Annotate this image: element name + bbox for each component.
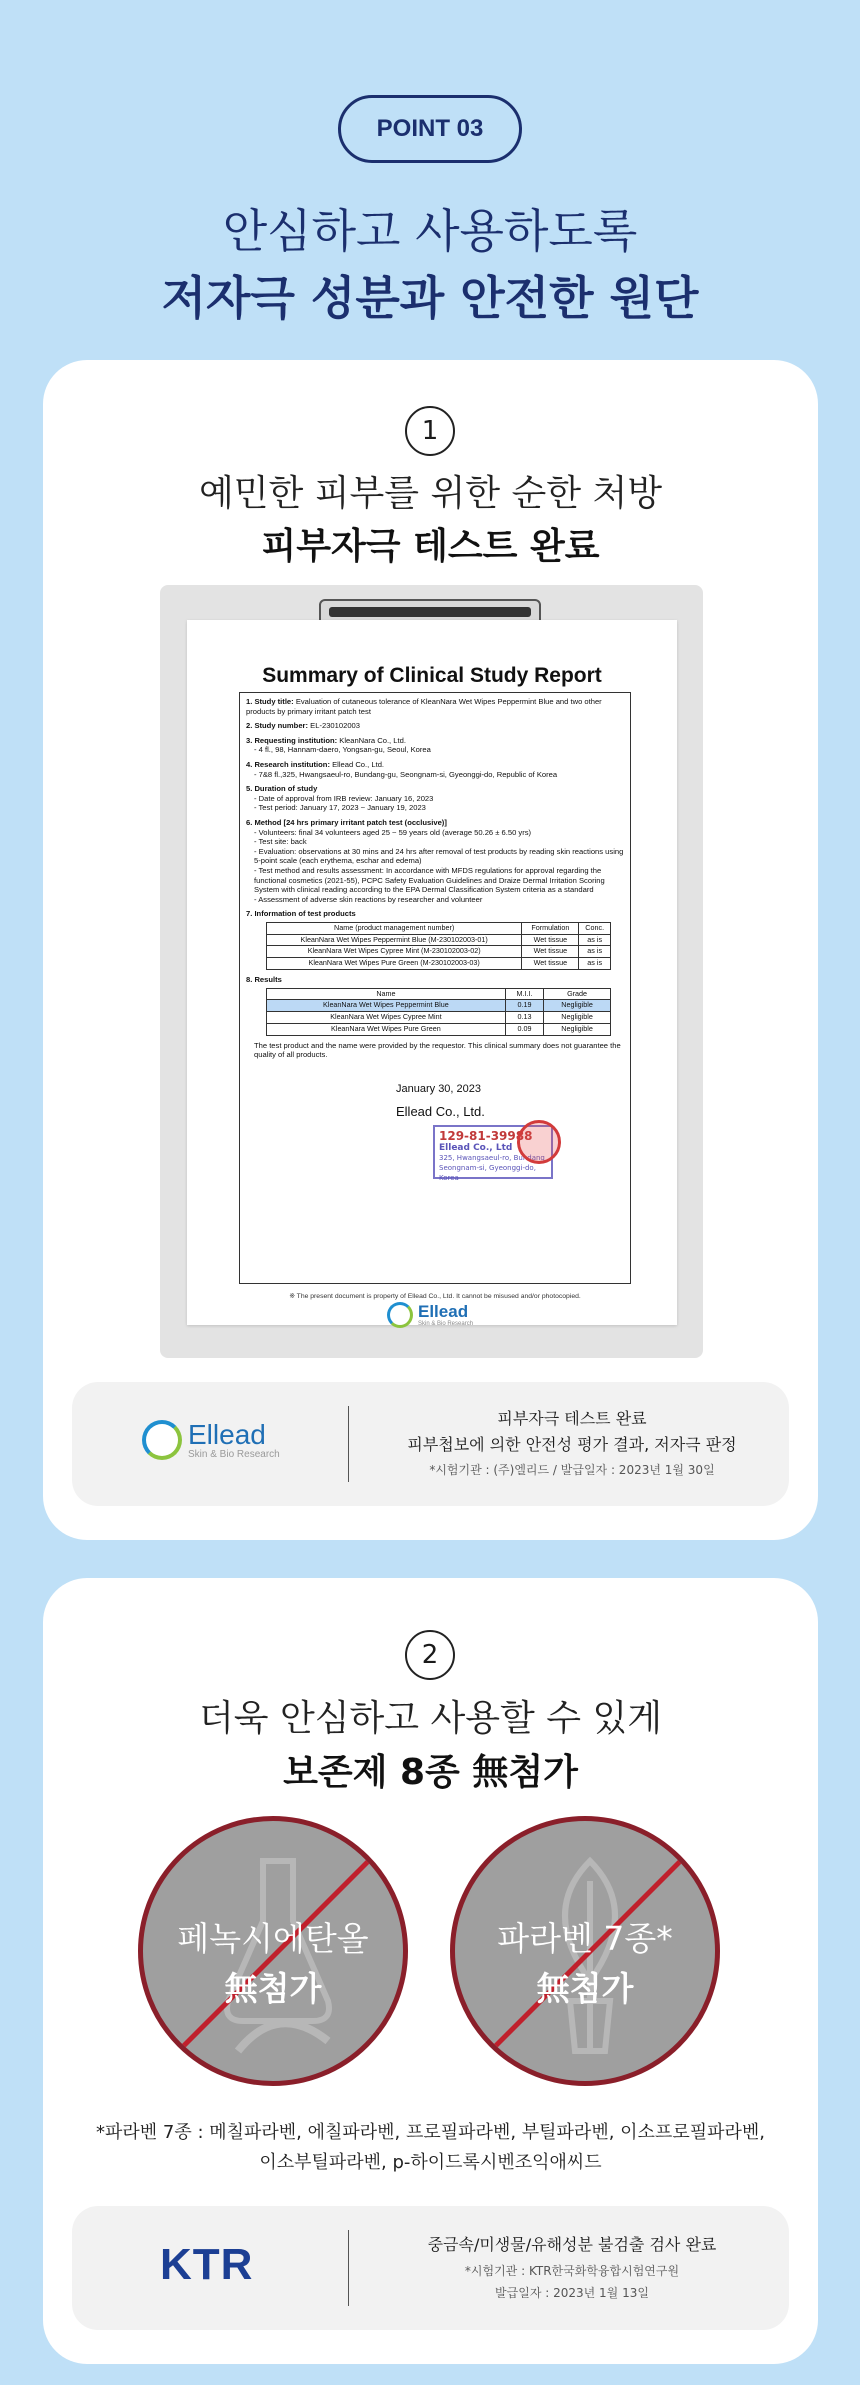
table-cell: KleanNara Wet Wipes Cypree Mint [267, 1012, 506, 1024]
ellead-logo-icon [387, 1302, 413, 1328]
no-paraben-badge [450, 1816, 720, 2086]
red-seal-icon [517, 1120, 561, 1164]
table-cell: Negligible [544, 1024, 611, 1036]
info-source: *시험기관 : (주)엘리드 / 발급일자 : 2023년 1월 30일 [429, 1463, 715, 1477]
product-info-table [266, 922, 611, 970]
table-row [267, 934, 611, 946]
clipboard [160, 585, 703, 1358]
table-header-row [267, 988, 611, 1000]
table-cell: KleanNara Wet Wipes Peppermint Blue (M-230102003-01) [267, 934, 522, 946]
no-phenoxyethanol-badge [138, 1816, 408, 2086]
report-info-head: 7. Information of test products [246, 909, 356, 919]
table-header-cell: Conc. [579, 922, 611, 934]
skin-test-card [43, 360, 818, 1540]
report-item-sub: - 7&8 fl.,325, Hwangsaeul-ro, Bundang-gu, Seongnam-si, Gyeonggi-do, Republic of Korea [254, 769, 558, 779]
table-row [267, 946, 611, 958]
report-method-line: - Test method and results assessment: In accordance with MFDS regulations for approval regarding the functional cosmetics (2021-55), PCPC Safety Evaluation Guidelines and Draize Dermal Irritation Scoring System with clinical reading according to the EPA Dermal Classification System criteria as a standard [254, 865, 605, 895]
table-cell: KleanNara Wet Wipes Cypree Mint (M-230102003-02) [267, 946, 522, 958]
table-cell: Wet tissue [522, 958, 579, 970]
section-number-1: 1 [405, 406, 455, 456]
table-cell: Negligible [544, 1000, 611, 1012]
section2-title: 보존제 8종 無첨가 [283, 1752, 578, 1793]
table-header-cell: Formulation [522, 922, 579, 934]
logo-name: Ellead [418, 1302, 469, 1321]
table-row-highlighted [267, 1000, 611, 1012]
badge-label: 페녹시에탄올 [177, 1919, 369, 1958]
paraben-footnote-line1: *파라벤 7종 : 메칠파라벤, 에칠파라벤, 프로필파라벤, 부틸파라벤, 이소프로필파라벤, [96, 2122, 765, 2143]
divider [348, 2230, 349, 2306]
section1-subtitle: 예민한 피부를 위한 순한 처방 [198, 473, 663, 514]
table-row [267, 1024, 611, 1036]
table-cell: as is [579, 934, 611, 946]
logo-tagline: Skin & Bio Research [188, 1448, 280, 1460]
report-company: Ellead Co., Ltd. [396, 1104, 485, 1120]
table-cell: Wet tissue [522, 946, 579, 958]
info-headline: 피부자극 테스트 완료 [497, 1409, 647, 1428]
badge-sub-label: 無첨가 [224, 1969, 322, 2008]
section1-title: 피부자극 테스트 완료 [261, 526, 600, 567]
table-cell: KleanNara Wet Wipes Pure Green (M-230102003-03) [267, 958, 522, 970]
stamp-address: Seongnam-si, Gyeonggi-do, Korea [439, 1164, 536, 1182]
report-note: ※ The present document is property of Ellead Co., Ltd. It cannot be misused and/or photocopied. [289, 1293, 581, 1300]
info-source: *시험기관 : KTR한국화학융합시험연구원 [464, 2264, 680, 2278]
badge-label: 파라벤 7종* [497, 1919, 673, 1958]
badge-sub-label: 無첨가 [536, 1969, 634, 2008]
hero-title-line1: 안심하고 사용하도록 [222, 204, 638, 258]
logo-tagline: Skin & Bio Research [418, 1321, 474, 1327]
report-disclaimer: The test product and the name were provided by the requestor. This clinical summary does not guarantee the quality of all products. [254, 1040, 621, 1060]
table-row [267, 958, 611, 970]
table-cell: Negligible [544, 1012, 611, 1024]
report-method-line: - Volunteers: final 34 volunteers aged 25 ~ 59 years old (average 50.26 ± 6.50 yrs) [254, 827, 532, 837]
ellead-logo-icon [142, 1420, 182, 1460]
ktr-info-box [72, 2206, 789, 2330]
divider [348, 1406, 349, 1482]
report-item-sub: - 4 fl., 98, Hannam-daero, Yongsan-gu, Seoul, Korea [254, 745, 431, 755]
table-header-cell: Grade [544, 988, 611, 1000]
table-cell: as is [579, 958, 611, 970]
report-item-text: Evaluation of cutaneous tolerance of KleanNara Wet Wipes Peppermint Blue and two other products by primary irritant patch test [246, 697, 602, 716]
report-item-head: 2. Study number: [246, 721, 309, 731]
table-cell: Wet tissue [522, 934, 579, 946]
report-method-head: 6. Method [24 hrs primary irritant patch test (occlusive)] [246, 817, 447, 827]
table-cell: 0.09 [505, 1024, 543, 1036]
report-item-head: 3. Requesting institution: [246, 735, 338, 745]
point-badge: POINT 03 [338, 95, 522, 163]
info-headline: 중금속/미생물/유해성분 불검출 검사 완료 [427, 2235, 717, 2254]
table-header-row [267, 922, 611, 934]
report-item-text: EL-230102003 [310, 721, 360, 731]
ellead-logo-small [387, 1302, 473, 1328]
info-date: 발급일자 : 2023년 1월 13일 [495, 2286, 649, 2300]
report-item-text: KleanNara Co., Ltd. [339, 735, 406, 745]
table-header-cell: Name [267, 988, 506, 1000]
table-cell: 0.13 [505, 1012, 543, 1024]
report-method-line: - Evaluation: observations at 30 mins and 24 hrs after removal of test products by reading skin reactions using 5-point scale (each erythema, eschar and edema) [254, 846, 624, 866]
results-table [266, 988, 611, 1036]
report-item-text: Ellead Co., Ltd. [332, 759, 385, 769]
preservative-card [43, 1578, 818, 2364]
report-results-head: 8. Results [246, 975, 282, 985]
table-cell: KleanNara Wet Wipes Pure Green [267, 1024, 506, 1036]
table-cell: as is [579, 946, 611, 958]
report-item-head: 1. Study title: [246, 697, 294, 706]
stamp-company: Ellead Co., Ltd [439, 1143, 513, 1153]
paraben-footnote-line2: 이소부틸파라벤, p-하이드록시벤조익애씨드 [259, 2152, 602, 2173]
hero-title-line2: 저자극 성분과 안전한 원단 [161, 271, 699, 325]
report-body [239, 692, 631, 1284]
info-detail: 피부첩보에 의한 안전성 평가 결과, 저자극 판정 [407, 1435, 737, 1454]
report-method-line: - Test site: back [254, 837, 307, 847]
report-item-head: 5. Duration of study [246, 784, 318, 794]
stamp-number: 129-81-39988 [439, 1129, 533, 1143]
section-number-2: 2 [405, 1630, 455, 1680]
section2-subtitle: 더욱 안심하고 사용할 수 있게 [198, 1698, 663, 1739]
ellead-logo [142, 1420, 280, 1460]
report-title: Summary of Clinical Study Report [262, 664, 602, 687]
logo-name: Ellead [188, 1418, 266, 1450]
clinical-report-document [187, 620, 677, 1325]
table-header-cell: Name (product management number) [267, 922, 522, 934]
ktr-logo: KTR [160, 2240, 254, 2289]
table-cell: KleanNara Wet Wipes Peppermint Blue [267, 1000, 506, 1012]
stamp-address: 325, Hwangsaeul-ro, Bundang [439, 1154, 545, 1162]
table-cell: 0.19 [505, 1000, 543, 1012]
table-header-cell: M.I.I. [505, 988, 543, 1000]
skin-test-info-box [72, 1382, 789, 1506]
report-item-sub: - Test period: January 17, 2023 ~ January 19, 2023 [254, 803, 426, 813]
table-row [267, 1012, 611, 1024]
report-method-line: - Assessment of adverse skin reactions by researcher and volunteer [254, 894, 483, 904]
report-item-sub: - Date of approval from IRB review: January 16, 2023 [254, 793, 434, 803]
report-date: January 30, 2023 [396, 1083, 482, 1096]
report-item-head: 4. Research institution: [246, 759, 330, 769]
